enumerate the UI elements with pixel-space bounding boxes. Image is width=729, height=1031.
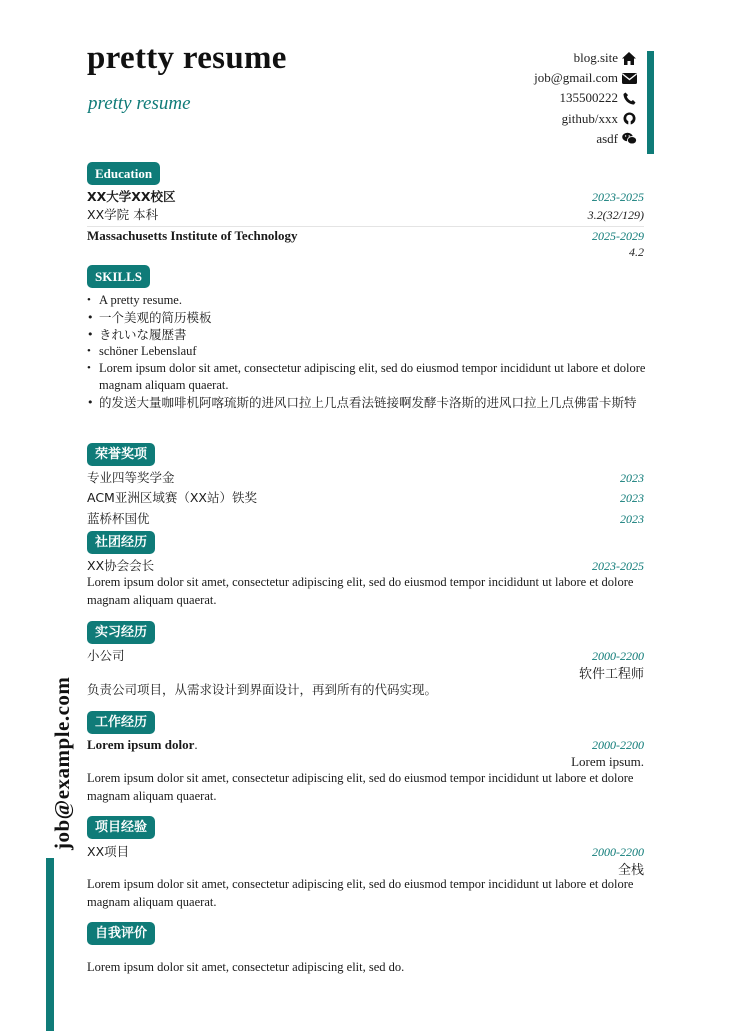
- work-position: Lorem ipsum.: [571, 754, 644, 769]
- sidebar-accent-bar: [46, 858, 54, 1031]
- skill-item: • schöner Lebenslauf: [87, 343, 647, 360]
- project-description: Lorem ipsum dolor sit amet, consectetur adipiscing elit, sed do eiusmod tempor incididunt ut labore et dolore magnam aliquam quaerat.: [87, 877, 634, 909]
- education-detail-row-2: [87, 245, 644, 260]
- work-company: Lorem ipsum dolor: [87, 737, 195, 752]
- contact-blog[interactable]: [377, 48, 637, 68]
- wechat-icon: [621, 132, 637, 146]
- section-internship-title: 实习经历: [87, 621, 155, 644]
- work-company-wrap: [87, 737, 198, 753]
- skill-item: • Lorem ipsum dolor sit amet, consectetur adipiscing elit, sed do eiusmod tempor incididunt ut labore et dolore magnam aliquam quaerat.: [87, 360, 647, 394]
- education-item-1: [87, 187, 644, 205]
- contact-blog-text: blog.site: [573, 50, 618, 66]
- honor-name-2: ACM亚洲区域赛（XX站）铁奖: [87, 490, 257, 505]
- contact-github[interactable]: [377, 109, 637, 129]
- contact-accent-bar: [647, 51, 654, 154]
- honor-item-1: [87, 468, 644, 486]
- project-role: 全栈: [617, 863, 644, 878]
- club-date: 2023-2025: [592, 559, 644, 573]
- section-work-title: 工作经历: [87, 711, 155, 734]
- section-education-title: Education: [87, 162, 160, 185]
- honor-date-3: 2023: [620, 512, 644, 526]
- section-skills-title: SKILLS: [87, 265, 150, 288]
- contact-phone-text: 135500222: [559, 90, 618, 106]
- club-role: XX协会会长: [87, 558, 155, 573]
- education-score-1: 3.2(32/129): [587, 208, 644, 222]
- skill-item: • 一个美观的简历模板: [87, 309, 647, 326]
- github-icon: [621, 112, 637, 126]
- envelope-icon: [621, 71, 637, 85]
- section-projects-title: 项目经验: [87, 816, 155, 839]
- project-name: XX项目: [87, 844, 130, 859]
- sidebar-email: job@example.com: [50, 676, 74, 850]
- club-description: Lorem ipsum dolor sit amet, consectetur adipiscing elit, sed do eiusmod tempor incididunt ut labore et dolore magnam aliquam quaerat.: [87, 575, 634, 607]
- resume-subtitle: pretty resume: [88, 93, 191, 114]
- education-score-2: 4.2: [629, 245, 644, 259]
- internship-item: [87, 646, 644, 664]
- phone-icon: [621, 91, 637, 105]
- home-icon: [621, 51, 637, 65]
- honor-name-3: 蓝桥杯国优: [87, 511, 150, 526]
- contact-list: [377, 48, 637, 149]
- project-date: 2000-2200: [592, 845, 644, 859]
- honor-name-1: 专业四等奖学金: [87, 470, 175, 485]
- education-school-1: XX大学XX校区: [87, 189, 176, 204]
- work-item: [87, 737, 644, 753]
- contact-github-text: github/xxx: [561, 110, 618, 126]
- project-item: [87, 842, 644, 860]
- work-date: 2000-2200: [592, 738, 644, 752]
- skill-item: • きれいな履歴書: [87, 326, 647, 343]
- contact-email-text: job@gmail.com: [534, 70, 618, 86]
- internship-position: 软件工程师: [578, 667, 644, 682]
- section-clubs-title: 社团经历: [87, 531, 155, 554]
- education-school-2: Massachusetts Institute of Technology: [87, 228, 298, 243]
- education-detail-row-1: [87, 205, 644, 223]
- honor-date-2: 2023: [620, 491, 644, 505]
- work-description: Lorem ipsum dolor sit amet, consectetur adipiscing elit, sed do eiusmod tempor incididunt ut labore et dolore magnam aliquam quaerat.: [87, 771, 634, 803]
- skills-list: [87, 292, 647, 411]
- section-honors-title: 荣誉奖项: [87, 443, 155, 466]
- honor-item-2: [87, 488, 644, 506]
- skill-item: • A pretty resume.: [87, 292, 647, 309]
- education-detail-1: XX学院 本科: [87, 207, 159, 222]
- education-date-2: 2025-2029: [592, 229, 644, 243]
- honor-date-1: 2023: [620, 471, 644, 485]
- education-item-2: [87, 228, 644, 244]
- resume-name: pretty resume: [87, 40, 287, 76]
- internship-date: 2000-2200: [592, 649, 644, 663]
- club-item: [87, 556, 644, 574]
- self-eval-description: Lorem ipsum dolor sit amet, consectetur adipiscing elit, sed do.: [87, 960, 405, 974]
- contact-email[interactable]: [377, 68, 637, 88]
- contact-wechat-text: asdf: [596, 130, 618, 146]
- internship-description: 负责公司项目，从需求设计到界面设计，再到所有的代码实现。: [87, 682, 438, 697]
- honor-item-3: [87, 509, 644, 527]
- education-date-1: 2023-2025: [592, 190, 644, 204]
- education-divider: [87, 226, 644, 227]
- contact-wechat[interactable]: [377, 129, 637, 149]
- skill-item: • 的发送大量咖啡机阿喀琉斯的进风口拉上几点看法链接啊发酵卡洛斯的进风口拉上几点佛雷卡斯特: [87, 394, 647, 411]
- work-company-suffix: .: [194, 737, 198, 752]
- section-self-eval-title: 自我评价: [87, 922, 155, 945]
- contact-phone[interactable]: [377, 88, 637, 108]
- internship-company: 小公司: [87, 648, 125, 663]
